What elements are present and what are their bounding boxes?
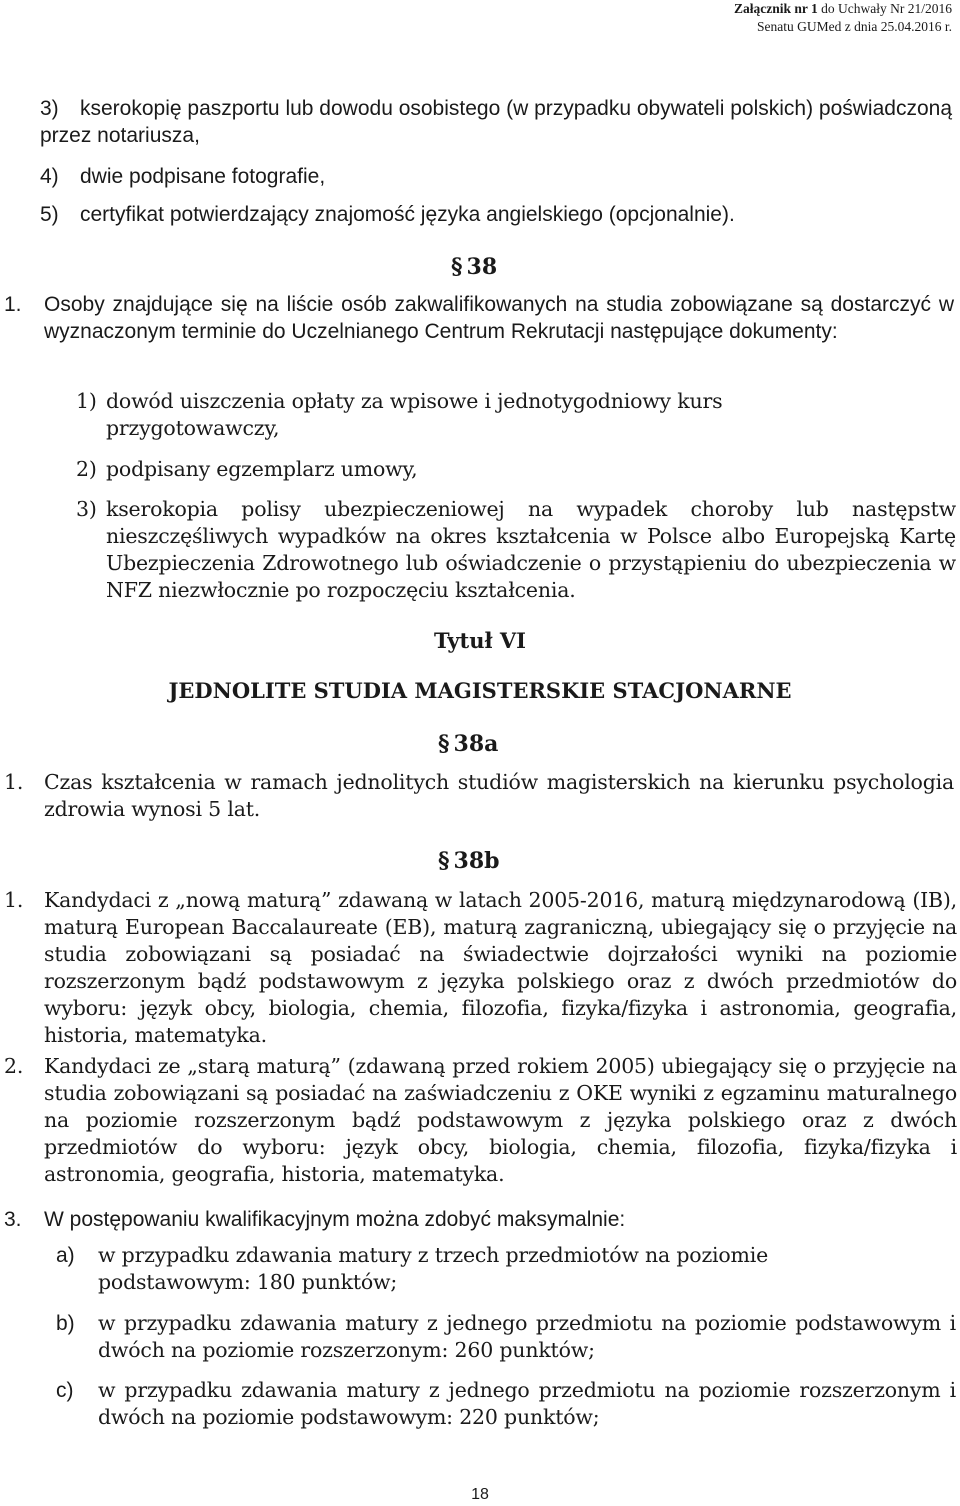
title-main: JEDNOLITE STUDIA MAGISTERSKIE STACJONARNE xyxy=(168,678,792,703)
sec38b-p3-number: 3. xyxy=(4,1208,22,1231)
intro-item-text: dwie podpisane fotografie, xyxy=(80,165,326,188)
section-number: 38b xyxy=(453,848,500,874)
sec38b-p1-text: Kandydaci z „nową maturą” zdawaną w latach 2005-2016, maturą międzynarodową (IB), maturą European Baccalaureate (EB), maturą zagraniczną, ubiegający się o przyjęcie na studia zobowiązani są posiadać na świadectwie dojrzałości wyniki na poziomie rozszerzonym bądź podstawowym z języka polskiego oraz z dwóch przedmiotów do wyboru: język obcy, biologia, chemia, filozofia, fizyka/fizyka i astronomia, geografia, historia, matematyka. xyxy=(44,888,957,1047)
sub-item-a-text: w przypadku zdawania matury z trzech przedmiotów na poziomie podstawowym: 180 punktów; xyxy=(98,1243,769,1294)
sub-item-a-number: a) xyxy=(56,1244,75,1267)
title-part: Tytuł VI xyxy=(434,628,526,653)
sec38-item-2-number: 2) xyxy=(76,457,97,481)
sec38b-p2-text: Kandydaci ze „starą maturą” (zdawaną przed rokiem 2005) ubiegający się o przyjęcie na studia zobowiązani są posiadać na zaświadczeniu z OKE wyniki z egzaminu maturalnego na poziomie rozszerzonym bądź podstawowym z języka polskiego oraz z dwóch przedmiotów do wyboru: język obcy, biologia, chemia, filozofia, fizyka/fizyka i astronomia, geografia, historia, matematyka. xyxy=(44,1054,957,1186)
intro-item-number: 3) xyxy=(40,97,59,120)
sec38-p1-number: 1. xyxy=(4,293,22,316)
sec38-p1-text xyxy=(44,291,954,345)
paragraph-text: Osoby znajdujące się na liście osób zakwalifikowanych na studia zobowiązane są dostarczyć w wyznaczonym terminie do Uczelnianego Centrum Rekrutacji następujące dokumenty: xyxy=(44,293,954,343)
section-38-heading xyxy=(451,253,497,281)
section-mark: § xyxy=(438,848,450,874)
header-annex-label: Załącznik nr 1 xyxy=(734,1,818,16)
sec38b-p3-text: W postępowaniu kwalifikacyjnym można zdobyć maksymalnie: xyxy=(44,1208,626,1231)
sec38b-p2-number: 2. xyxy=(4,1054,24,1078)
page-number: 18 xyxy=(471,1486,489,1503)
page-header xyxy=(734,0,952,36)
intro-item-5 xyxy=(40,201,955,228)
intro-item-3 xyxy=(40,95,955,149)
sub-item-b-number: b) xyxy=(56,1312,75,1335)
sec38-item-3-text: kserokopia polisy ubezpieczeniowej na wypadek choroby lub następstw nieszczęśliwych wypadków na okres kształcenia w Polsce albo Europejską Kartę Ubezpieczenia Zdrowotnego lub oświadczenie o przystąpieniu do ubezpieczenia w NFZ niezwłocznie po rozpoczęciu kształcenia. xyxy=(106,497,956,602)
intro-item-4 xyxy=(40,163,955,190)
section-number: 38a xyxy=(453,731,499,757)
sub-item-c-text: w przypadku zdawania matury z jednego przedmiotu na poziomie rozszerzonym i dwóch na poziomie podstawowym: 220 punktów; xyxy=(98,1378,956,1429)
section-38a-heading xyxy=(438,730,498,758)
sub-item-c-number: c) xyxy=(56,1379,74,1402)
sec38-item-3-number: 3) xyxy=(76,497,97,521)
sec38-item-1-number: 1) xyxy=(76,389,97,413)
section-38b-heading xyxy=(438,847,500,875)
sec38a-p1-number: 1. xyxy=(4,770,24,794)
header-line-2: Senatu GUMed z dnia 25.04.2016 r. xyxy=(757,19,952,34)
header-line-1 xyxy=(734,0,952,18)
sec38-item-1-text: dowód uiszczenia opłaty za wpisowe i jednotygodniowy kurs przygotowawczy, xyxy=(106,389,723,440)
header-resolution: do Uchwały Nr 21/2016 xyxy=(821,1,952,16)
intro-item-number: 5) xyxy=(40,203,59,226)
sec38b-p1-number: 1. xyxy=(4,888,24,912)
sub-item-b-text: w przypadku zdawania matury z jednego przedmiotu na poziomie podstawowym i dwóch na poziomie rozszerzonym: 260 punktów; xyxy=(98,1311,956,1362)
section-number: 38 xyxy=(466,254,498,280)
intro-item-number: 4) xyxy=(40,165,59,188)
sec38-item-2-text: podpisany egzemplarz umowy, xyxy=(106,457,418,481)
intro-item-text: kserokopię paszportu lub dowodu osobistego (w przypadku obywateli polskich) poświadczoną przez notariusza, xyxy=(40,97,952,147)
sec38a-p1-text: Czas kształcenia w ramach jednolitych studiów magisterskich na kierunku psychologia zdrowia wynosi 5 lat. xyxy=(44,770,954,821)
section-mark: § xyxy=(438,731,450,757)
intro-item-text: certyfikat potwierdzający znajomość języka angielskiego (opcjonalnie). xyxy=(80,203,735,226)
section-mark: § xyxy=(451,254,463,280)
